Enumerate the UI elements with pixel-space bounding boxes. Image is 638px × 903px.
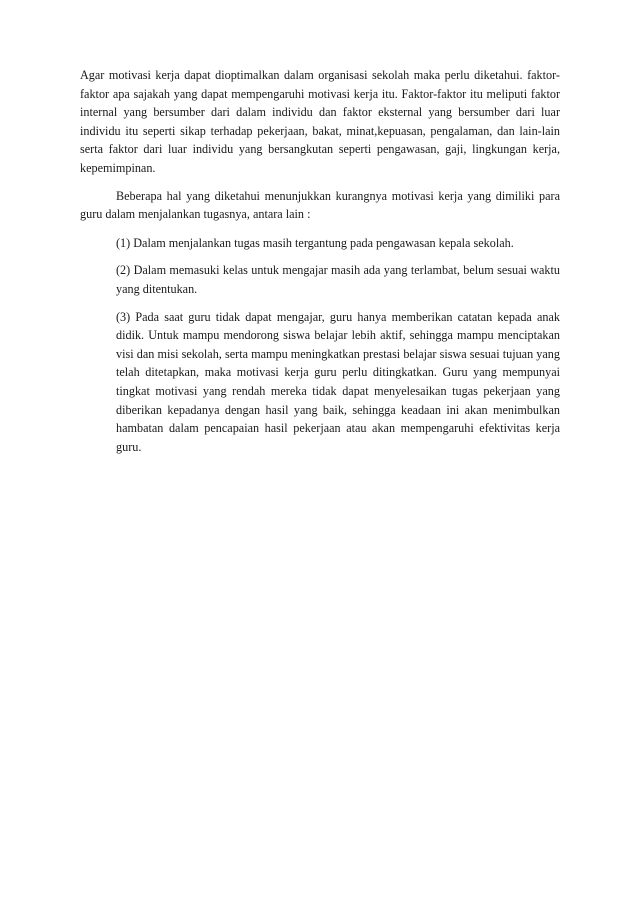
list-item-late-class: (2) Dalam memasuki kelas untuk mengajar masih ada yang terlambat, belum sesuai waktu yang ditentukan.: [116, 263, 560, 296]
paragraph-indicators-intro: Beberapa hal yang diketahui menunjukkan kurangnya motivasi kerja yang dimiliki para guru dalam menjalankan tugasnya, antara lain :: [80, 188, 560, 222]
paragraph-factors: Agar motivasi kerja dapat dioptimalkan dalam organisasi sekolah maka perlu diketahui. faktor-faktor apa sajakah yang dapat mempengaruhi motivasi kerja itu. Faktor-faktor itu meliputi faktor internal yang bersumber dari dalam individu dan faktor eksternal yang bersumber dari luar individu itu seperti sikap terhadap pekerjaan, bakat, minat,kepuasan, pengalaman, dan lain-lain serta faktor dari luar individu yang bersangkutan seperti pengawasan, gaji, lingkungan kerja, kepemimpinan.: [80, 68, 560, 175]
list-item-supervision: (1) Dalam menjalankan tugas masih tergantung pada pengawasan kepala sekolah.: [116, 235, 514, 250]
document-body: [80, 66, 560, 456]
list-item-notes-only: (3) Pada saat guru tidak dapat mengajar, guru hanya memberikan catatan kepada anak didik. Untuk mampu mendorong siswa belajar lebih aktif, sehingga mampu menciptakan visi dan misi sekolah, serta mampu meningkatkan prestasi belajar siswa sesuai tujuan yang telah ditetapkan, maka motivasi kerja guru perlu ditingkatkan. Guru yang mempunyai tingkat motivasi yang rendah mereka tidak dapat menyelesaikan tugas pekerjaan yang diberikan kepadanya dengan hasil yang baik, sehingga keadaan ini akan menimbulkan hambatan dalam pencapaian hasil pekerjaan atau akan mempengaruhi efektivitas kerja guru.: [116, 309, 560, 454]
